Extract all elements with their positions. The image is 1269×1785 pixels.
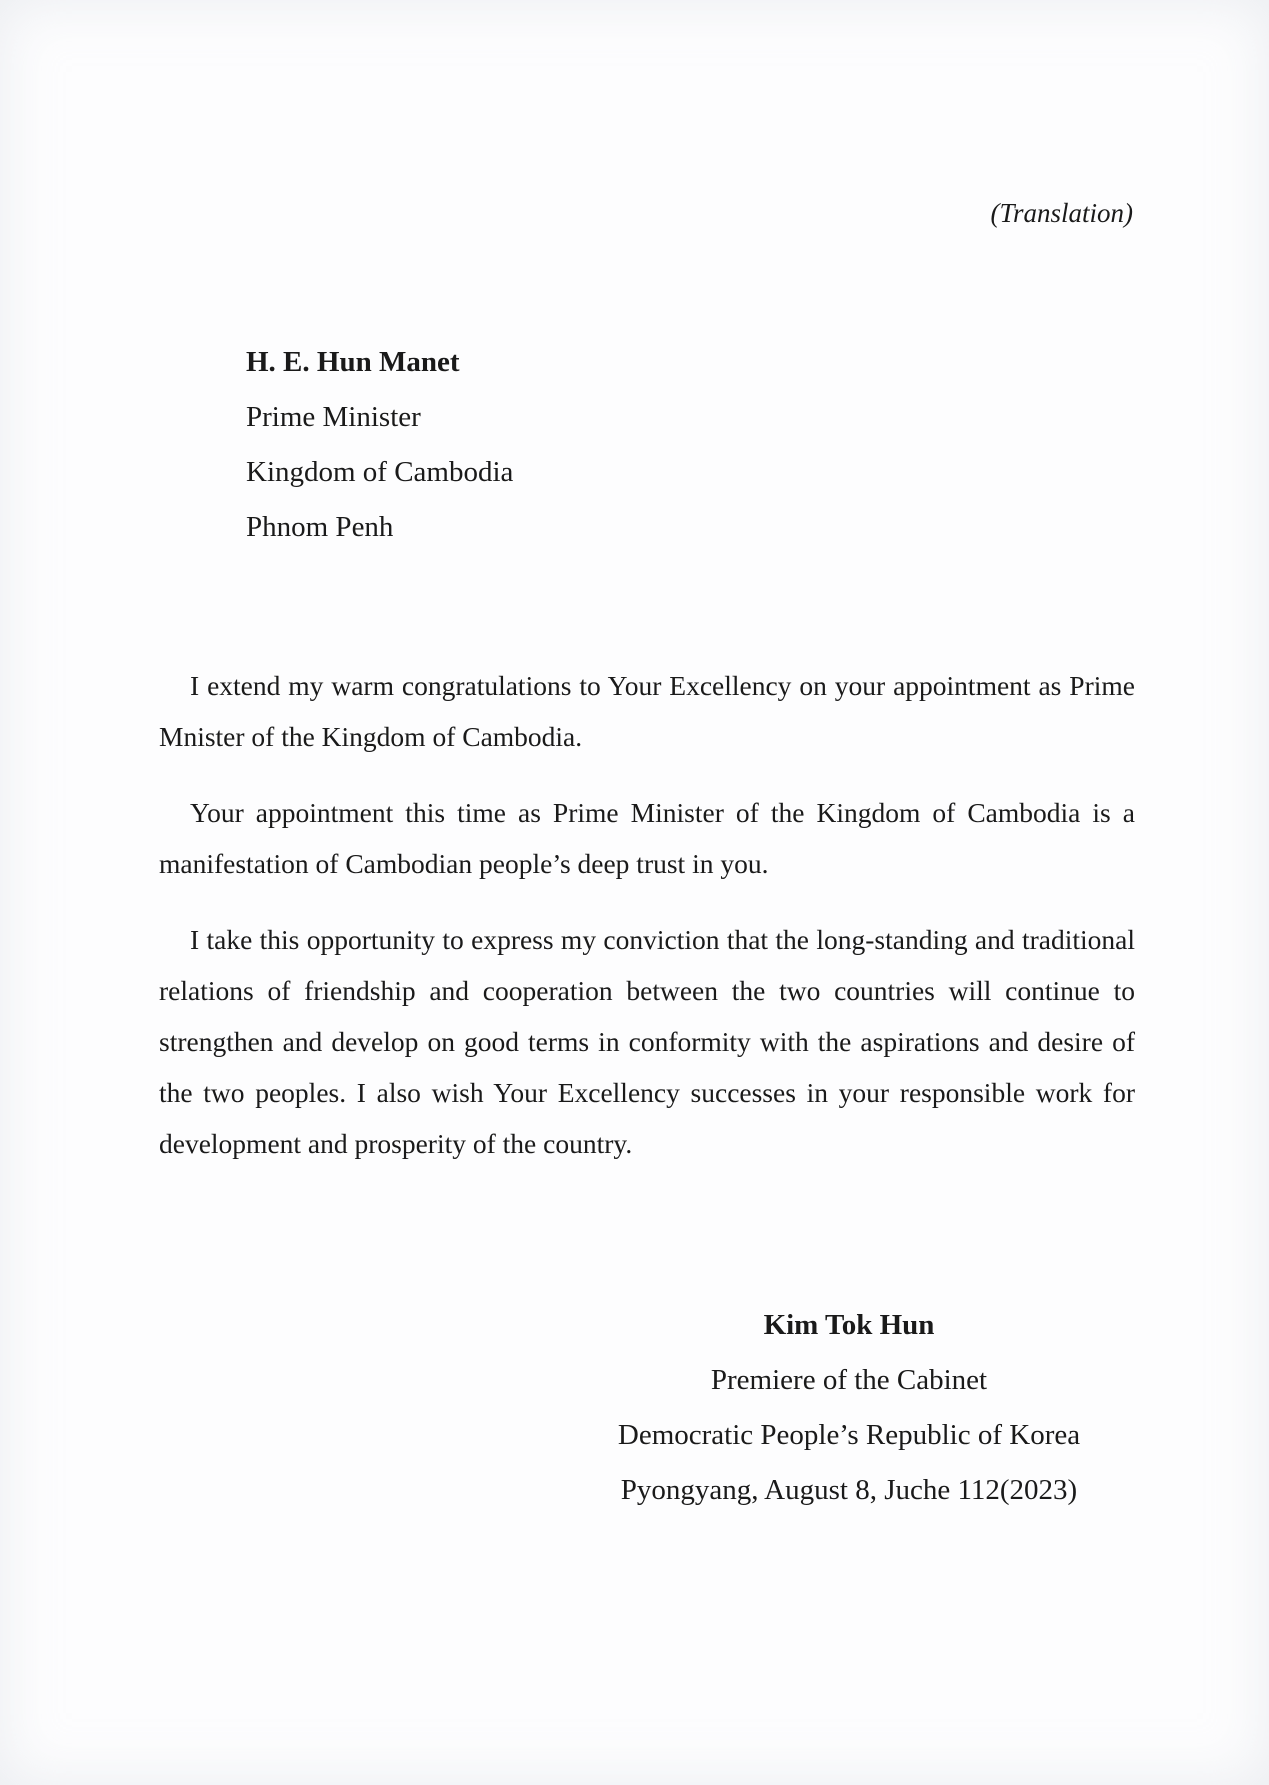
signature-place-date: Pyongyang, August 8, Juche 112(2023) <box>620 1474 1078 1506</box>
signatory-country: Democratic People’s Republic of Korea <box>617 1419 1081 1451</box>
letter-body <box>159 660 1135 1194</box>
translation-note: (Translation) <box>990 198 1133 228</box>
body-paragraph-1: I extend my warm congratulations to Your Excellency on your appointment as Prime Mnister of the Kingdom of Cambodia. <box>159 670 1135 752</box>
signatory-name: Kim Tok Hun <box>763 1309 935 1341</box>
signature-block <box>589 1303 1109 1523</box>
addressee-block <box>246 340 513 560</box>
addressee-title: Prime Minister <box>246 401 421 433</box>
addressee-name: H. E. Hun Manet <box>246 346 460 378</box>
signatory-title: Premiere of the Cabinet <box>710 1364 988 1396</box>
addressee-city: Phnom Penh <box>246 511 394 543</box>
addressee-country: Kingdom of Cambodia <box>246 456 514 488</box>
body-paragraph-3: I take this opportunity to express my conviction that the long-standing and traditional relations of friendship and cooperation between the two countries will continue to strengthen and develop on good terms in conformity with the aspirations and desire of the two peoples. I also wish Your Excellency successes in your responsible work for development and prosperity of the country. <box>159 924 1135 1159</box>
body-paragraph-2: Your appointment this time as Prime Minister of the Kingdom of Cambodia is a manifestation of Cambodian people’s deep trust in you. <box>159 797 1135 879</box>
